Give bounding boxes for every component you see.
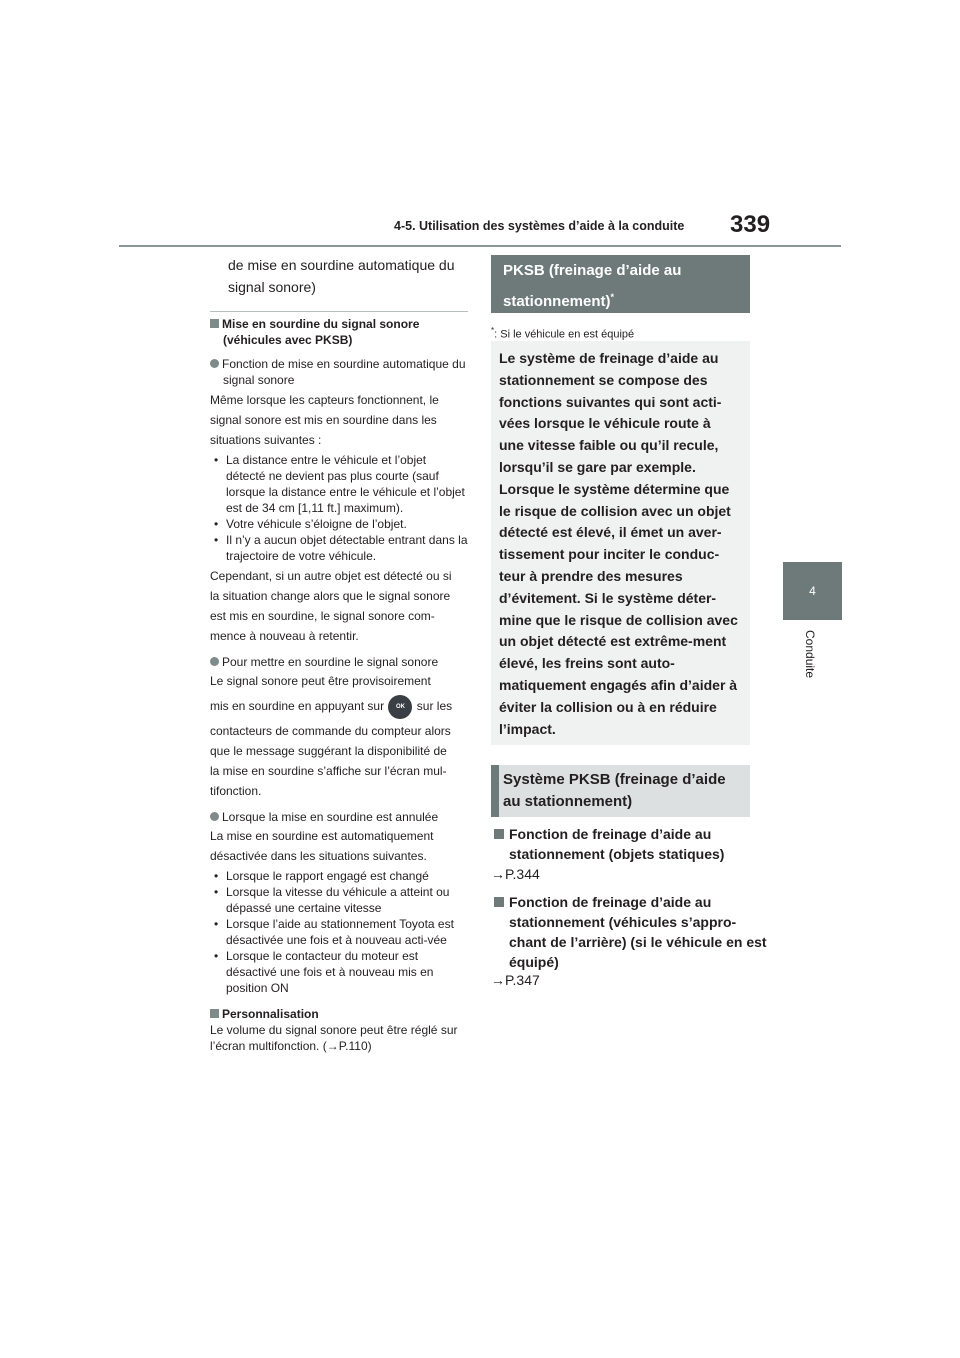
custom-heading [210,1006,468,1022]
chapter-label-text: Conduite [803,630,817,679]
list-item: • La distance entre le véhicule et l’objet détecté ne devient pas plus courte (sauf lorsque la distance entre le véhicule et l’objet est de 34 cm [1,11 ft.] maximum). [214,453,465,515]
auto-mute-line: Même lorsque les capteurs fonctionnent, le [210,393,439,407]
square-bullet-icon [210,319,219,328]
auto-mute-list [210,452,468,564]
chapter-tab: 4 [783,562,842,620]
system-heading: Système PKSB (freinage d’aide au stationnement) [503,771,726,810]
temp-mute-text: Le signal sonore peut être provisoirement mis en sourdine en appuyant sur OK sur les contacteurs de commande du compteur alors que le message suggérant la disponibilité de la mise en sourdine s’affiche sur l’écran mul- tifonction. [210,671,468,801]
footnote: *: Si le véhicule en est équipé [491,326,635,341]
pksb-title-banner [491,255,750,313]
intro-line-2: signal sonore) [228,279,316,295]
system-heading-accent [491,765,499,817]
custom-heading-text: Personnalisation [222,1007,319,1021]
feature-item-rear: Fonction de freinage d’aide au stationnement (véhicules s’appro-chant de l’arrière) (si le véhicule en est équipé) [491,892,769,972]
intro-line-1: de mise en sourdine automatique du [228,257,455,273]
pksb-title-line-2: stationnement)* [503,292,615,310]
square-bullet-icon [210,1009,219,1018]
list-item: • Il n’y a aucun objet détectable entrant dans la trajectoire de votre véhicule. [214,533,468,563]
intro-text [228,254,468,298]
temp-mute-line-with-button: mis en sourdine en appuyant sur OK sur les [210,691,468,721]
auto-mute-text [210,390,468,450]
list-item: • Lorsque la vitesse du véhicule a atteint ou dépassé une certaine vitesse [214,885,450,915]
auto-mute-heading-text: Fonction de mise en sourdine automatique du signal sonore [222,357,466,387]
temp-mute-heading-text: Pour mettre en sourdine le signal sonore [222,655,439,669]
circle-bullet-icon [210,657,219,666]
temp-mute-heading [210,654,468,670]
square-bullet-icon [494,897,504,907]
square-bullet-icon [494,829,504,839]
feature-item-static: Fonction de freinage d’aide au stationnement (objets statiques) [491,824,769,864]
mute-heading-text: Mise en sourdine du signal sonore (véhicules avec PKSB) [222,317,420,347]
circle-bullet-icon [210,812,219,821]
cancel-heading-text: Lorsque la mise en sourdine est annulée [222,810,439,824]
mute-heading [210,316,468,348]
auto-mute-heading [210,356,468,388]
chapter-label [803,630,823,690]
auto-mute-line: signal sonore est mis en sourdine dans les [210,413,437,427]
circle-bullet-icon [210,359,219,368]
left-column-body [210,316,468,1054]
pksb-title-line-1: PKSB (freinage d’aide au [503,262,682,279]
list-item: • Votre véhicule s’éloigne de l’objet. [214,517,407,531]
however-text: Cependant, si un autre objet est détecté ou si la situation change alors que le signal sonore est mis en sourdine, le signal sonore com- mence à nouveau à retentir. [210,569,452,643]
cancel-list [210,868,468,996]
section-divider [210,311,468,312]
page-number: 339 [730,211,771,238]
list-item: • Lorsque le rapport engagé est changé [214,869,429,883]
page-ref-link[interactable]: →P.344 [491,866,540,882]
section-title: 4-5. Utilisation des systèmes d’aide à la conduite [394,219,685,233]
list-item: • Lorsque le contacteur du moteur est désactivé une fois et à nouveau mis en position ON [214,949,434,995]
page-ref-link[interactable]: →P.347 [491,972,540,988]
cancel-heading [210,809,468,825]
pksb-intro-text: Le système de freinage d’aide au stationnement se compose des fonctions suivantes qui sont acti-vées lorsque le véhicule route à une vitesse faible ou qu’il recule, lorsqu’il se gare par exemple. Lorsque le système détermine que le risque de collision avec un objet détecté est élevé, il émet un aver-tissement pour inciter le conduc-teur à prendre des mesures d’évitement. Si le système déter-mine que le risque de collision avec un objet détecté est extrême-ment élevé, les freins sont auto-matiquement engagés afin d’aider à éviter la collision ou à en réduire l’impact. [499,350,738,737]
cancel-text: La mise en sourdine est automatiquement désactivée dans les situations suivantes. [210,829,434,863]
custom-text: Le volume du signal sonore peut être réglé sur l’écran multifonction. (→P.110) [210,1023,458,1053]
ok-button-icon: OK [388,695,412,719]
list-item: • Lorsque l’aide au stationnement Toyota est désactivée une fois et à nouveau acti-vée [214,917,454,947]
header-rule [119,245,841,247]
auto-mute-line: situations suivantes : [210,433,322,447]
